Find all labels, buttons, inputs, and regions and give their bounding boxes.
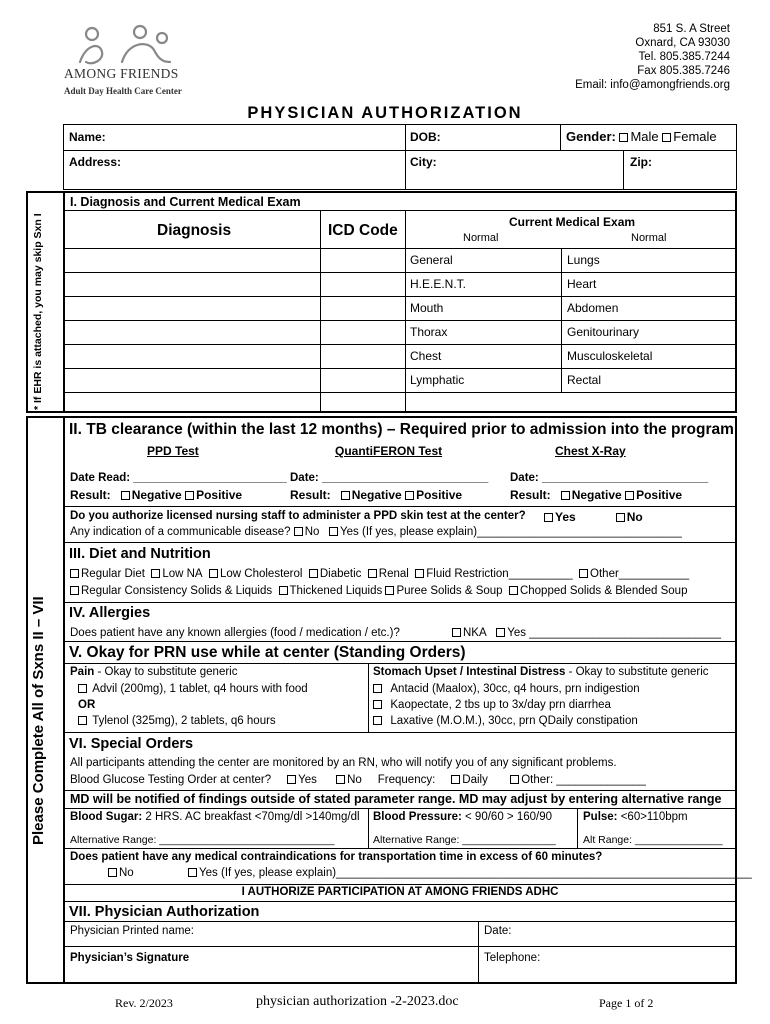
negative-checkbox[interactable]	[341, 491, 350, 500]
md-note: MD will be notified of findings outside of stated parameter range. MD may adjust by entering alternative range	[70, 792, 722, 806]
ehr-side-note: * If EHR is attached, you may skip Sxn I	[32, 213, 44, 410]
bp-alt-range[interactable]: Alternative Range: ________________	[373, 834, 556, 846]
antacid-option	[373, 683, 640, 695]
diet-checkbox[interactable]	[368, 569, 377, 578]
result-label: Result:	[510, 488, 551, 502]
no-checkbox[interactable]	[294, 527, 303, 536]
pulse-label: Pulse:	[583, 811, 618, 823]
dob-label: DOB:	[410, 130, 441, 144]
glucose-question	[70, 774, 646, 786]
diet-option: Puree Solids & Soup	[396, 585, 503, 597]
diet-row-2	[70, 585, 687, 597]
negative-checkbox[interactable]	[121, 491, 130, 500]
positive-label: Positive	[636, 488, 683, 502]
yes-label: Yes	[298, 774, 317, 786]
authorize-question-text: Do you authorize licensed nursing staff to administer a PPD skin test at the center?	[70, 510, 526, 522]
yes-label: Yes	[555, 510, 576, 524]
nka-label: NKA	[463, 627, 487, 639]
diet-row-1	[70, 568, 689, 580]
blood-sugar-range	[70, 811, 360, 823]
yes-checkbox[interactable]	[287, 775, 296, 784]
no-label: No	[626, 510, 643, 524]
diet-option: Diabetic	[319, 568, 362, 580]
normal-label-left: Normal	[463, 232, 499, 244]
blood-pressure-range	[373, 811, 552, 823]
logo-subtitle: Adult Day Health Care Center	[64, 86, 182, 96]
glucose-question-text: Blood Glucose Testing Order at center?	[70, 774, 272, 786]
female-label: Female	[673, 129, 717, 144]
transport-options	[108, 867, 752, 879]
address-label: Address:	[69, 155, 122, 169]
negative-checkbox[interactable]	[561, 491, 570, 500]
sugar-alt-range[interactable]: Alternative Range: ______________________________	[70, 834, 335, 846]
pulse-alt-range[interactable]: Alt Range: _______________	[583, 834, 723, 846]
section-2-heading: II. TB clearance (within the last 12 months) – Required prior to admission into the program	[69, 421, 734, 438]
positive-checkbox[interactable]	[185, 491, 194, 500]
positive-checkbox[interactable]	[405, 491, 414, 500]
quantiferon-header: QuantiFERON Test	[335, 444, 443, 458]
result-label: Result:	[70, 488, 111, 502]
laxative-label: Laxative (M.O.M.), 30cc, prn QDaily constipation	[390, 715, 638, 727]
positive-label: Positive	[416, 488, 463, 502]
kaopectate-checkbox[interactable]	[373, 700, 382, 709]
daily-label: Daily	[462, 774, 488, 786]
page-number: Page 1 of 2	[599, 996, 654, 1010]
stomach-label: Stomach Upset / Intestinal Distress	[373, 666, 566, 678]
telephone-label: Telephone:	[484, 952, 541, 964]
page-title: PHYSICIAN AUTHORIZATION	[247, 104, 523, 122]
no-checkbox[interactable]	[108, 868, 117, 877]
ppd-date-read: Date Read: ________________________	[70, 472, 287, 484]
other-label: Other: ______________	[521, 774, 646, 786]
no-label: No	[304, 526, 320, 538]
allergy-question: Does patient have any known allergies (food / medication / etc.)?	[70, 627, 400, 639]
advil-label: Advil (200mg), 1 tablet, q4 hours with food	[92, 683, 308, 695]
frequency-label: Frequency:	[377, 774, 436, 786]
daily-checkbox[interactable]	[451, 775, 460, 784]
gender-field	[566, 129, 717, 144]
pain-header	[70, 666, 237, 678]
quanti-date: Date: __________________________	[290, 472, 489, 484]
laxative-option	[373, 715, 638, 727]
communicable-question-text: Any indication of a communicable disease?	[70, 526, 291, 538]
diet-option: Low NA	[162, 568, 203, 580]
diet-option: Thickened Liquids	[289, 585, 383, 597]
no-checkbox[interactable]	[336, 775, 345, 784]
exam-item: Rectal	[567, 373, 602, 387]
no-checkbox[interactable]	[616, 513, 625, 522]
diet-checkbox[interactable]	[509, 586, 518, 595]
yes-checkbox[interactable]	[188, 868, 197, 877]
rn-note: All participants attending the center are monitored by an RN, who will notify you of any significant problems.	[70, 757, 617, 769]
address-line: Email: info@amongfriends.org	[575, 79, 730, 91]
diet-checkbox[interactable]	[279, 586, 288, 595]
yes-checkbox[interactable]	[329, 527, 338, 536]
negative-label: Negative	[351, 488, 402, 502]
name-label: Name:	[69, 130, 106, 144]
section-4-heading: IV. Allergies	[69, 605, 151, 621]
blood-sugar-value: 2 HRS. AC breakfast <70mg/dl >140mg/dl	[142, 811, 360, 823]
diet-checkbox[interactable]	[309, 569, 318, 578]
quanti-result	[290, 488, 462, 502]
date-label: Date:	[484, 925, 512, 937]
result-label: Result:	[290, 488, 331, 502]
pain-note: - Okay to substitute generic	[94, 666, 238, 678]
xray-result	[510, 488, 682, 502]
yes-checkbox[interactable]	[544, 513, 553, 522]
diet-checkbox[interactable]	[151, 569, 160, 578]
diet-option: Renal	[378, 568, 409, 580]
other-checkbox[interactable]	[510, 775, 519, 784]
kaopectate-option	[373, 699, 611, 711]
exam-item: Thorax	[410, 325, 448, 339]
physician-signature-label: Physician’s Signature	[70, 952, 190, 964]
section-6-heading: VI. Special Orders	[69, 736, 194, 752]
exam-column-header: Current Medical Exam	[509, 215, 636, 229]
advil-option	[78, 683, 308, 695]
diet-option: Low Cholesterol	[219, 568, 303, 580]
diet-checkbox[interactable]	[209, 569, 218, 578]
exam-item: Lymphatic	[410, 373, 465, 387]
diet-option: Other___________	[590, 568, 690, 580]
normal-label-right: Normal	[631, 232, 667, 244]
allergy-options	[452, 627, 721, 639]
xray-date: Date: __________________________	[510, 472, 709, 484]
pulse-range	[583, 811, 688, 823]
address-line: Oxnard, CA 93030	[635, 37, 730, 49]
no-label: No	[119, 867, 134, 879]
ppd-test-header: PPD Test	[147, 444, 199, 458]
kaopectate-label: Kaopectate, 2 tbs up to 3x/day prn diarrhea	[390, 699, 611, 711]
diet-option: Regular Consistency Solids & Liquids	[81, 585, 273, 597]
diet-checkbox[interactable]	[70, 586, 79, 595]
revision-label: Rev. 2/2023	[115, 996, 173, 1010]
negative-label: Negative	[131, 488, 182, 502]
nka-checkbox[interactable]	[452, 628, 461, 637]
diet-checkbox[interactable]	[70, 569, 79, 578]
tylenol-label: Tylenol (325mg), 2 tablets, q6 hours	[92, 715, 276, 727]
city-label: City:	[410, 155, 437, 169]
exam-item: H.E.E.N.T.	[410, 277, 467, 291]
communicable-question	[70, 526, 682, 538]
complete-side-note: Please Complete All of Sxns II – VII	[30, 596, 47, 845]
diagnosis-column-header: Diagnosis	[157, 222, 232, 239]
exam-item: General	[410, 253, 453, 267]
positive-checkbox[interactable]	[625, 491, 634, 500]
female-checkbox[interactable]	[662, 133, 671, 142]
exam-item: Genitourinary	[567, 325, 640, 339]
tylenol-option	[78, 715, 276, 727]
blood-sugar-label: Blood Sugar:	[70, 811, 143, 823]
positive-label: Positive	[196, 488, 243, 502]
authorize-banner: I AUTHORIZE PARTICIPATION AT AMONG FRIENDS ADHC	[241, 886, 559, 898]
diet-option: Chopped Solids & Blended Soup	[519, 585, 688, 597]
advil-checkbox[interactable]	[78, 684, 87, 693]
male-checkbox[interactable]	[619, 133, 628, 142]
pulse-value: <60>110bpm	[617, 811, 688, 823]
exam-item: Abdomen	[567, 301, 619, 315]
male-label: Male	[630, 129, 659, 144]
section-7-heading: VII. Physician Authorization	[69, 904, 260, 920]
no-label: No	[347, 774, 362, 786]
address-line: Tel. 805.385.7244	[638, 51, 730, 63]
gender-label: Gender:	[566, 129, 616, 144]
antacid-label: Antacid (Maalox), 30cc, q4 hours, prn indigestion	[390, 683, 640, 695]
transport-question: Does patient have any medical contraindications for transportation time in excess of 60 minutes?	[70, 851, 603, 863]
section-3-heading: III. Diet and Nutrition	[69, 546, 211, 562]
logo-name: AMONG FRIENDS	[64, 66, 179, 81]
yes-explain-label: Yes (If yes, please explain)________________________________	[340, 526, 682, 538]
stomach-header	[373, 666, 709, 678]
tylenol-checkbox[interactable]	[78, 716, 87, 725]
ppd-authorize-question	[70, 510, 526, 522]
exam-item: Chest	[410, 349, 442, 363]
icd-code-column-header: ICD Code	[328, 222, 398, 239]
diet-option: Regular Diet	[81, 568, 145, 580]
address-line: Fax 805.385.7246	[637, 65, 730, 77]
blood-pressure-value: < 90/60 > 160/90	[461, 811, 552, 823]
address-line: 851 S. A Street	[653, 23, 730, 35]
ppd-authorize-options	[544, 510, 643, 524]
diet-checkbox[interactable]	[415, 569, 424, 578]
center-address	[575, 22, 730, 92]
yes-checkbox[interactable]	[496, 628, 505, 637]
zip-label: Zip:	[630, 155, 652, 169]
chest-xray-header: Chest X-Ray	[555, 444, 626, 458]
diet-checkbox[interactable]	[385, 586, 394, 595]
diet-checkbox[interactable]	[579, 569, 588, 578]
pain-label: Pain	[70, 666, 95, 678]
allergy-yes-label: Yes ______________________________	[507, 627, 722, 639]
negative-label: Negative	[571, 488, 622, 502]
exam-item: Mouth	[410, 301, 444, 315]
yes-explain-label: Yes (If yes, please explain)_________________________________________________________________	[199, 867, 752, 879]
or-label: OR	[78, 699, 96, 711]
exam-item: Musculoskeletal	[567, 349, 653, 363]
ppd-result	[70, 488, 242, 502]
antacid-checkbox[interactable]	[373, 684, 382, 693]
section-5-heading: V. Okay for PRN use while at center (Standing Orders)	[69, 644, 466, 661]
blood-pressure-label: Blood Pressure:	[373, 811, 462, 823]
exam-item: Lungs	[567, 253, 600, 267]
laxative-checkbox[interactable]	[373, 716, 382, 725]
diet-option: Fluid Restriction__________	[426, 568, 573, 580]
stomach-note: - Okay to substitute generic	[565, 666, 709, 678]
exam-item: Heart	[567, 277, 597, 291]
section-1-heading: I. Diagnosis and Current Medical Exam	[70, 195, 301, 209]
physician-printed-name-label: Physician Printed name:	[70, 925, 195, 937]
file-name: physician authorization -2-2023.doc	[256, 994, 459, 1009]
